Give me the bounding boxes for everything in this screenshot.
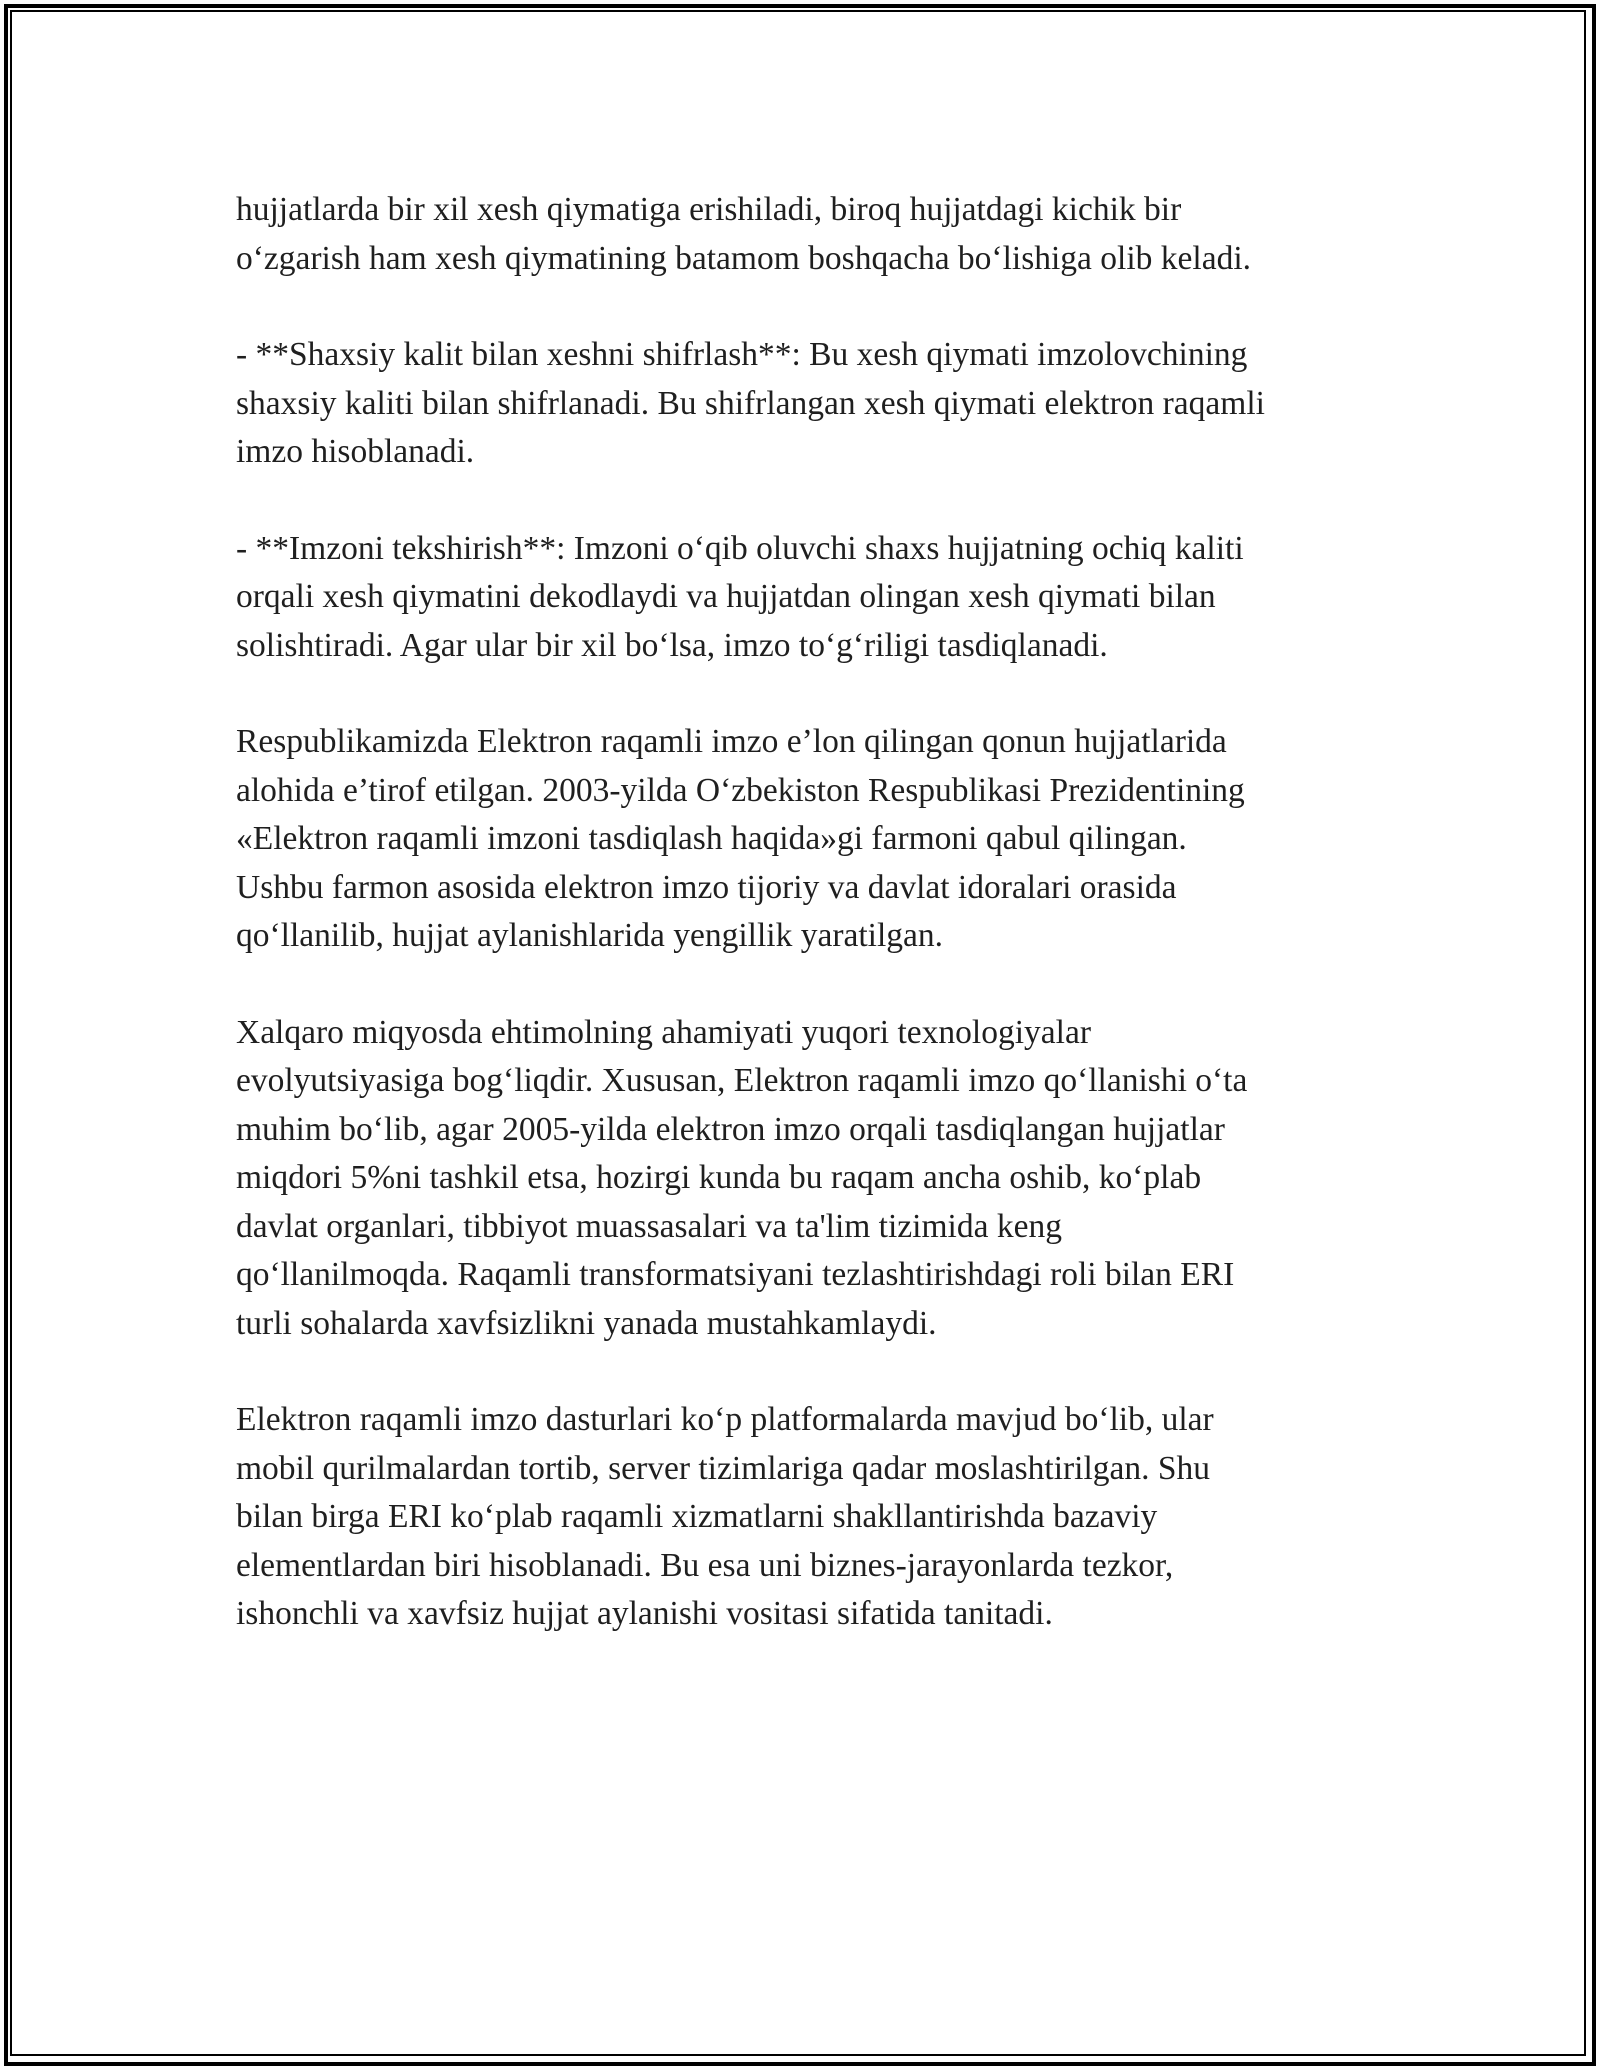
document-body — [236, 186, 1386, 1687]
paragraph-legislation: Respublikamizda Elektron raqamli imzo e’lon qilingan qonun hujjatlarida alohida e’tirof etilgan. 2003-yilda O‘zbekiston Respublikasi Prezidentining «Elektron raqamli imzoni tasdiqlash haqida»gi farmoni qabul qilingan. Ushbu farmon asosida elektron imzo tijoriy va davlat idoralari orasida qo‘llanilib, hujjat aylanishlarida yengillik yaratilgan. — [236, 723, 1245, 954]
paragraph-hash-result: hujjatlarda bir xil xesh qiymatiga erishiladi, biroq hujjatdagi kichik bir o‘zgarish ham xesh qiymatining batamom boshqacha bo‘lishiga olib keladi. — [236, 191, 1252, 277]
paragraph-private-key-encryption: - **Shaxsiy kalit bilan xeshni shifrlash**: Bu xesh qiymati imzolovchining shaxsiy kaliti bilan shifrlanadi. Bu shifrlangan xesh qiymati elektron raqamli imzo hisoblanadi. — [236, 336, 1265, 470]
paragraph-software-platforms: Elektron raqamli imzo dasturlari ko‘p platformalarda mavjud bo‘lib, ular mobil qurilmalardan tortib, server tizimlariga qadar moslashtirilgan. Shu bilan birga ERI ko‘plab raqamli xizmatlarni shakllantirishda bazaviy elementlardan biri hisoblanadi. Bu esa uni biznes-jarayonlarda tezkor, ishonchli va xavfsiz hujjat aylanishi vositasi sifatida tanitadi. — [236, 1401, 1214, 1632]
paragraph-signature-verification: - **Imzoni tekshirish**: Imzoni o‘qib oluvchi shaxs hujjatning ochiq kaliti orqali xesh qiymatini dekodlaydi va hujjatdan olingan xesh qiymati bilan solishtiradi. Agar ular bir xil bo‘lsa, imzo to‘g‘riligi tasdiqlanadi. — [236, 529, 1244, 664]
paragraph-international-importance: Xalqaro miqyosda ehtimolning ahamiyati yuqori texnologiyalar evolyutsiyasiga bog‘liqdir. Xususan, Elektron raqamli imzo qo‘llanishi o‘ta muhim bo‘lib, agar 2005-yilda elektron imzo orqali tasdiqlangan hujjatlar miqdori 5%ni tashkil etsa, hozirgi kunda bu raqam ancha oshib, ko‘plab davlat organlari, tibbiyot muassasalari va ta'lim tizimida keng qo‘llanilmoqda. Raqamli transformatsiyani tezlashtirishdagi roli bilan ERI turli sohalarda xavfsizlikni yanada mustahkamlaydi. — [236, 1013, 1248, 1342]
